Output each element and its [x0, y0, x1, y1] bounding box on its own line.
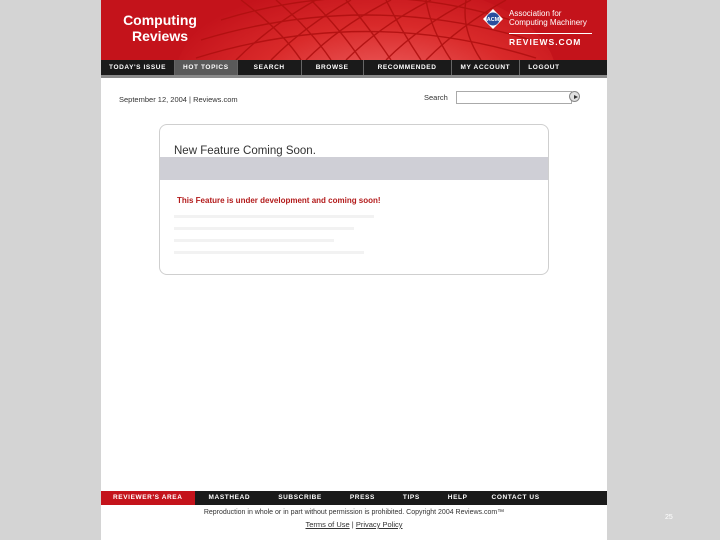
top-navigation — [101, 60, 607, 75]
nav-logout[interactable]: LOGOUT — [528, 64, 560, 71]
site-banner — [101, 0, 607, 60]
subnav-bar — [101, 75, 607, 78]
acm-mark-text: ACM — [486, 17, 500, 24]
search-go-button[interactable] — [569, 91, 580, 102]
panel-message: This Feature is under development and coming soon! — [177, 196, 381, 205]
slide-number: 25 — [665, 514, 673, 521]
footnav-reviewers-area[interactable]: REVIEWER'S AREA — [101, 491, 195, 505]
footnav-masthead[interactable]: MASTHEAD — [208, 494, 251, 501]
nav-my-account[interactable]: MY ACCOUNT — [452, 60, 521, 75]
faded-placeholder-content — [174, 215, 384, 260]
nav-recommended[interactable]: RECOMMENDED — [364, 60, 452, 75]
footnav-contact-us[interactable]: CONTACT US — [491, 494, 540, 501]
nav-todays-issue[interactable]: TODAY'S ISSUE — [101, 60, 175, 75]
copyright-notice: Reproduction in whole or in part without permission is prohibited. Copyright 2004 Reviews.com™ — [203, 509, 505, 516]
terms-of-use-link[interactable]: Terms of Use — [305, 520, 350, 529]
logo-line-1: Computing — [123, 12, 197, 28]
panel-header-band — [160, 157, 548, 180]
footnav-subscribe[interactable]: SUBSCRIBE — [278, 494, 322, 501]
feature-panel — [159, 124, 549, 275]
footnav-help[interactable]: HELP — [447, 494, 468, 501]
acm-logo-icon — [482, 8, 504, 30]
logo-line-2: Reviews — [131, 28, 189, 44]
privacy-policy-link[interactable]: Privacy Policy — [355, 520, 403, 529]
nav-browse[interactable]: BROWSE — [302, 60, 364, 75]
footer-links — [101, 520, 607, 529]
footnav-tips[interactable]: TIPS — [402, 494, 420, 501]
search-input[interactable] — [456, 91, 572, 104]
dateline: September 12, 2004 | Reviews.com — [119, 95, 238, 104]
nav-hot-topics[interactable]: HOT TOPICS — [175, 60, 238, 75]
acm-divider — [509, 33, 592, 34]
acm-name: Association for Computing Machinery — [509, 9, 587, 27]
nav-search[interactable]: SEARCH — [238, 60, 302, 75]
footer-link-separator: | — [351, 520, 354, 529]
panel-title: New Feature Coming Soon. — [174, 145, 316, 157]
footnav-press[interactable]: PRESS — [349, 494, 375, 501]
footer-navigation — [101, 491, 607, 505]
search-label: Search — [424, 93, 448, 102]
reviews-com-label: REVIEWS.COM — [509, 37, 582, 47]
browser-page — [101, 0, 607, 540]
computing-reviews-logo[interactable] — [123, 12, 197, 44]
